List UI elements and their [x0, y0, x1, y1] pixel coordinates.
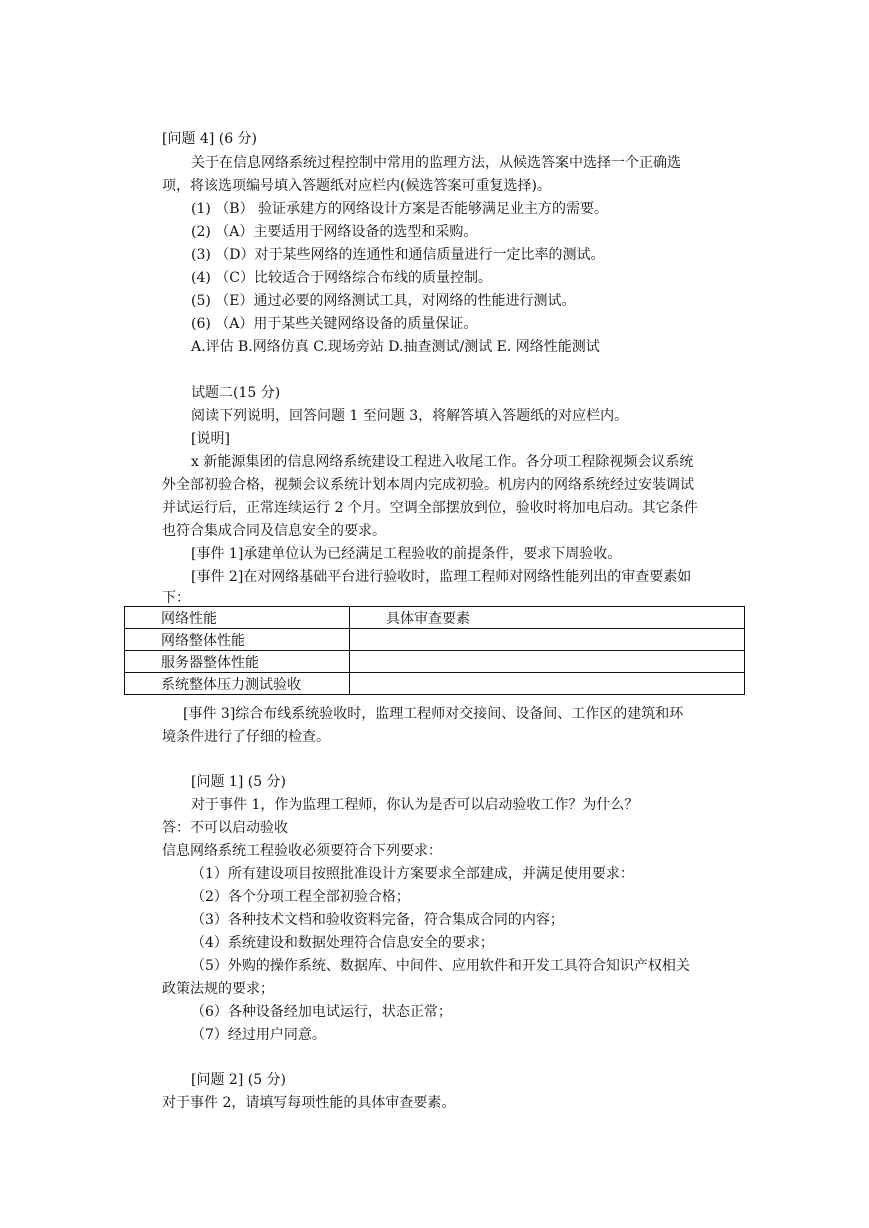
table-header-cell: 网络性能: [125, 607, 350, 629]
q1-requirement: 政策法规的要求；: [162, 981, 274, 997]
t2-desc-line: 也符合集成合同及信息安全的要求。: [162, 523, 386, 539]
table-cell: [350, 673, 745, 695]
q4-options: A.评估 B.网络仿真 C.现场旁站 D.抽查测试/测试 E. 网络性能测试: [191, 339, 600, 355]
table-header-cell: 具体审查要素: [350, 607, 745, 629]
review-elements-table: [124, 606, 745, 695]
t2-desc-line: 并试运行后，正常连续运行 2 个月。空调全部摆放到位，验收时将加电启动。其它条件: [162, 500, 698, 516]
q1-requirement: （3）各种技术文档和验收资料完备，符合集成合同的内容；: [191, 912, 564, 928]
table-cell: 服务器整体性能: [125, 651, 350, 673]
q1-answer: 答：不可以启动验收: [162, 820, 288, 836]
t2-desc-line: 外全部初验合格，视频会议系统计划本周内完成初验。机房内的网络系统经过安装调试: [162, 477, 694, 493]
event-3-line: [事件 3]综合布线系统验收时，监理工程师对交接间、设备间、工作区的建筑和环: [183, 706, 684, 722]
table-row: [125, 673, 745, 695]
q2-heading: [问题 2] (5 分): [191, 1072, 287, 1088]
q2-question: 对于事件 2，请填写每项性能的具体审查要素。: [162, 1095, 456, 1111]
t2-heading: 试题二(15 分): [191, 385, 281, 401]
table-row: [125, 629, 745, 651]
table-cell: 网络整体性能: [125, 629, 350, 651]
table-cell: [350, 651, 745, 673]
q4-heading: [问题 4] (6 分): [162, 131, 258, 147]
t2-instruction: 阅读下列说明，回答问题 1 至问题 3，将解答填入答题纸的对应栏内。: [191, 408, 629, 424]
q1-requirement: （1）所有建设项目按照批准设计方案要求全部建成，并满足使用要求：: [191, 866, 634, 882]
q4-item: (1) （B） 验证承建方的网络设计方案是否能够满足业主方的需要。: [191, 201, 609, 217]
q4-item: (4) （C）比较适合于网络综合布线的质量控制。: [191, 270, 492, 286]
event-2-line: [事件 2]在对网络基础平台进行验收时，监理工程师对网络性能列出的审查要素如: [191, 569, 692, 585]
q4-item: (2) （A）主要适用于网络设备的选型和采购。: [191, 224, 478, 240]
q4-item: (6) （A）用于某些关键网络设备的质量保证。: [191, 316, 478, 332]
q1-requirement-intro: 信息网络系统工程验收必须要符合下列要求：: [162, 843, 442, 859]
q4-intro-line: 项，将该选项编号填入答题纸对应栏内(候选答案可重复选择)。: [162, 178, 551, 194]
event-3-line: 境条件进行了仔细的检查。: [162, 729, 330, 745]
q1-requirement: （7）经过用户同意。: [191, 1027, 326, 1043]
table-row: [125, 651, 745, 673]
q1-requirement: （6）各种设备经加电试运行，状态正常；: [191, 1004, 452, 1020]
event-2-line: 下：: [162, 590, 190, 606]
q1-requirement: （5）外购的操作系统、数据库、中间件、应用软件和开发工具符合知识产权相关: [191, 958, 690, 974]
table-cell: [350, 629, 745, 651]
table-header-row: [125, 607, 745, 629]
table-cell: 系统整体压力测试验收: [125, 673, 350, 695]
t2-desc-label: [说明]: [191, 431, 230, 447]
q4-intro-line: 关于在信息网络系统过程控制中常用的监理方法，从候选答案中选择一个正确选: [191, 155, 681, 171]
q4-item: (3) （D）对于某些网络的连通性和通信质量进行一定比率的测试。: [191, 247, 605, 263]
q1-requirement: （4）系统建设和数据处理符合信息安全的要求；: [191, 935, 494, 951]
q1-question: 对于事件 1，作为监理工程师，你认为是否可以启动验收工作？为什么？: [191, 797, 639, 813]
event-1: [事件 1]承建单位认为已经满足工程验收的前提条件，要求下周验收。: [191, 546, 622, 562]
q4-item: (5) （E）通过必要的网络测试工具，对网络的性能进行测试。: [191, 293, 576, 309]
q1-heading: [问题 1] (5 分): [191, 774, 287, 790]
t2-desc-line: x 新能源集团的信息网络系统建设工程进入收尾工作。各分项工程除视频会议系统: [191, 454, 694, 470]
q1-requirement: （2）各个分项工程全部初验合格；: [191, 889, 410, 905]
